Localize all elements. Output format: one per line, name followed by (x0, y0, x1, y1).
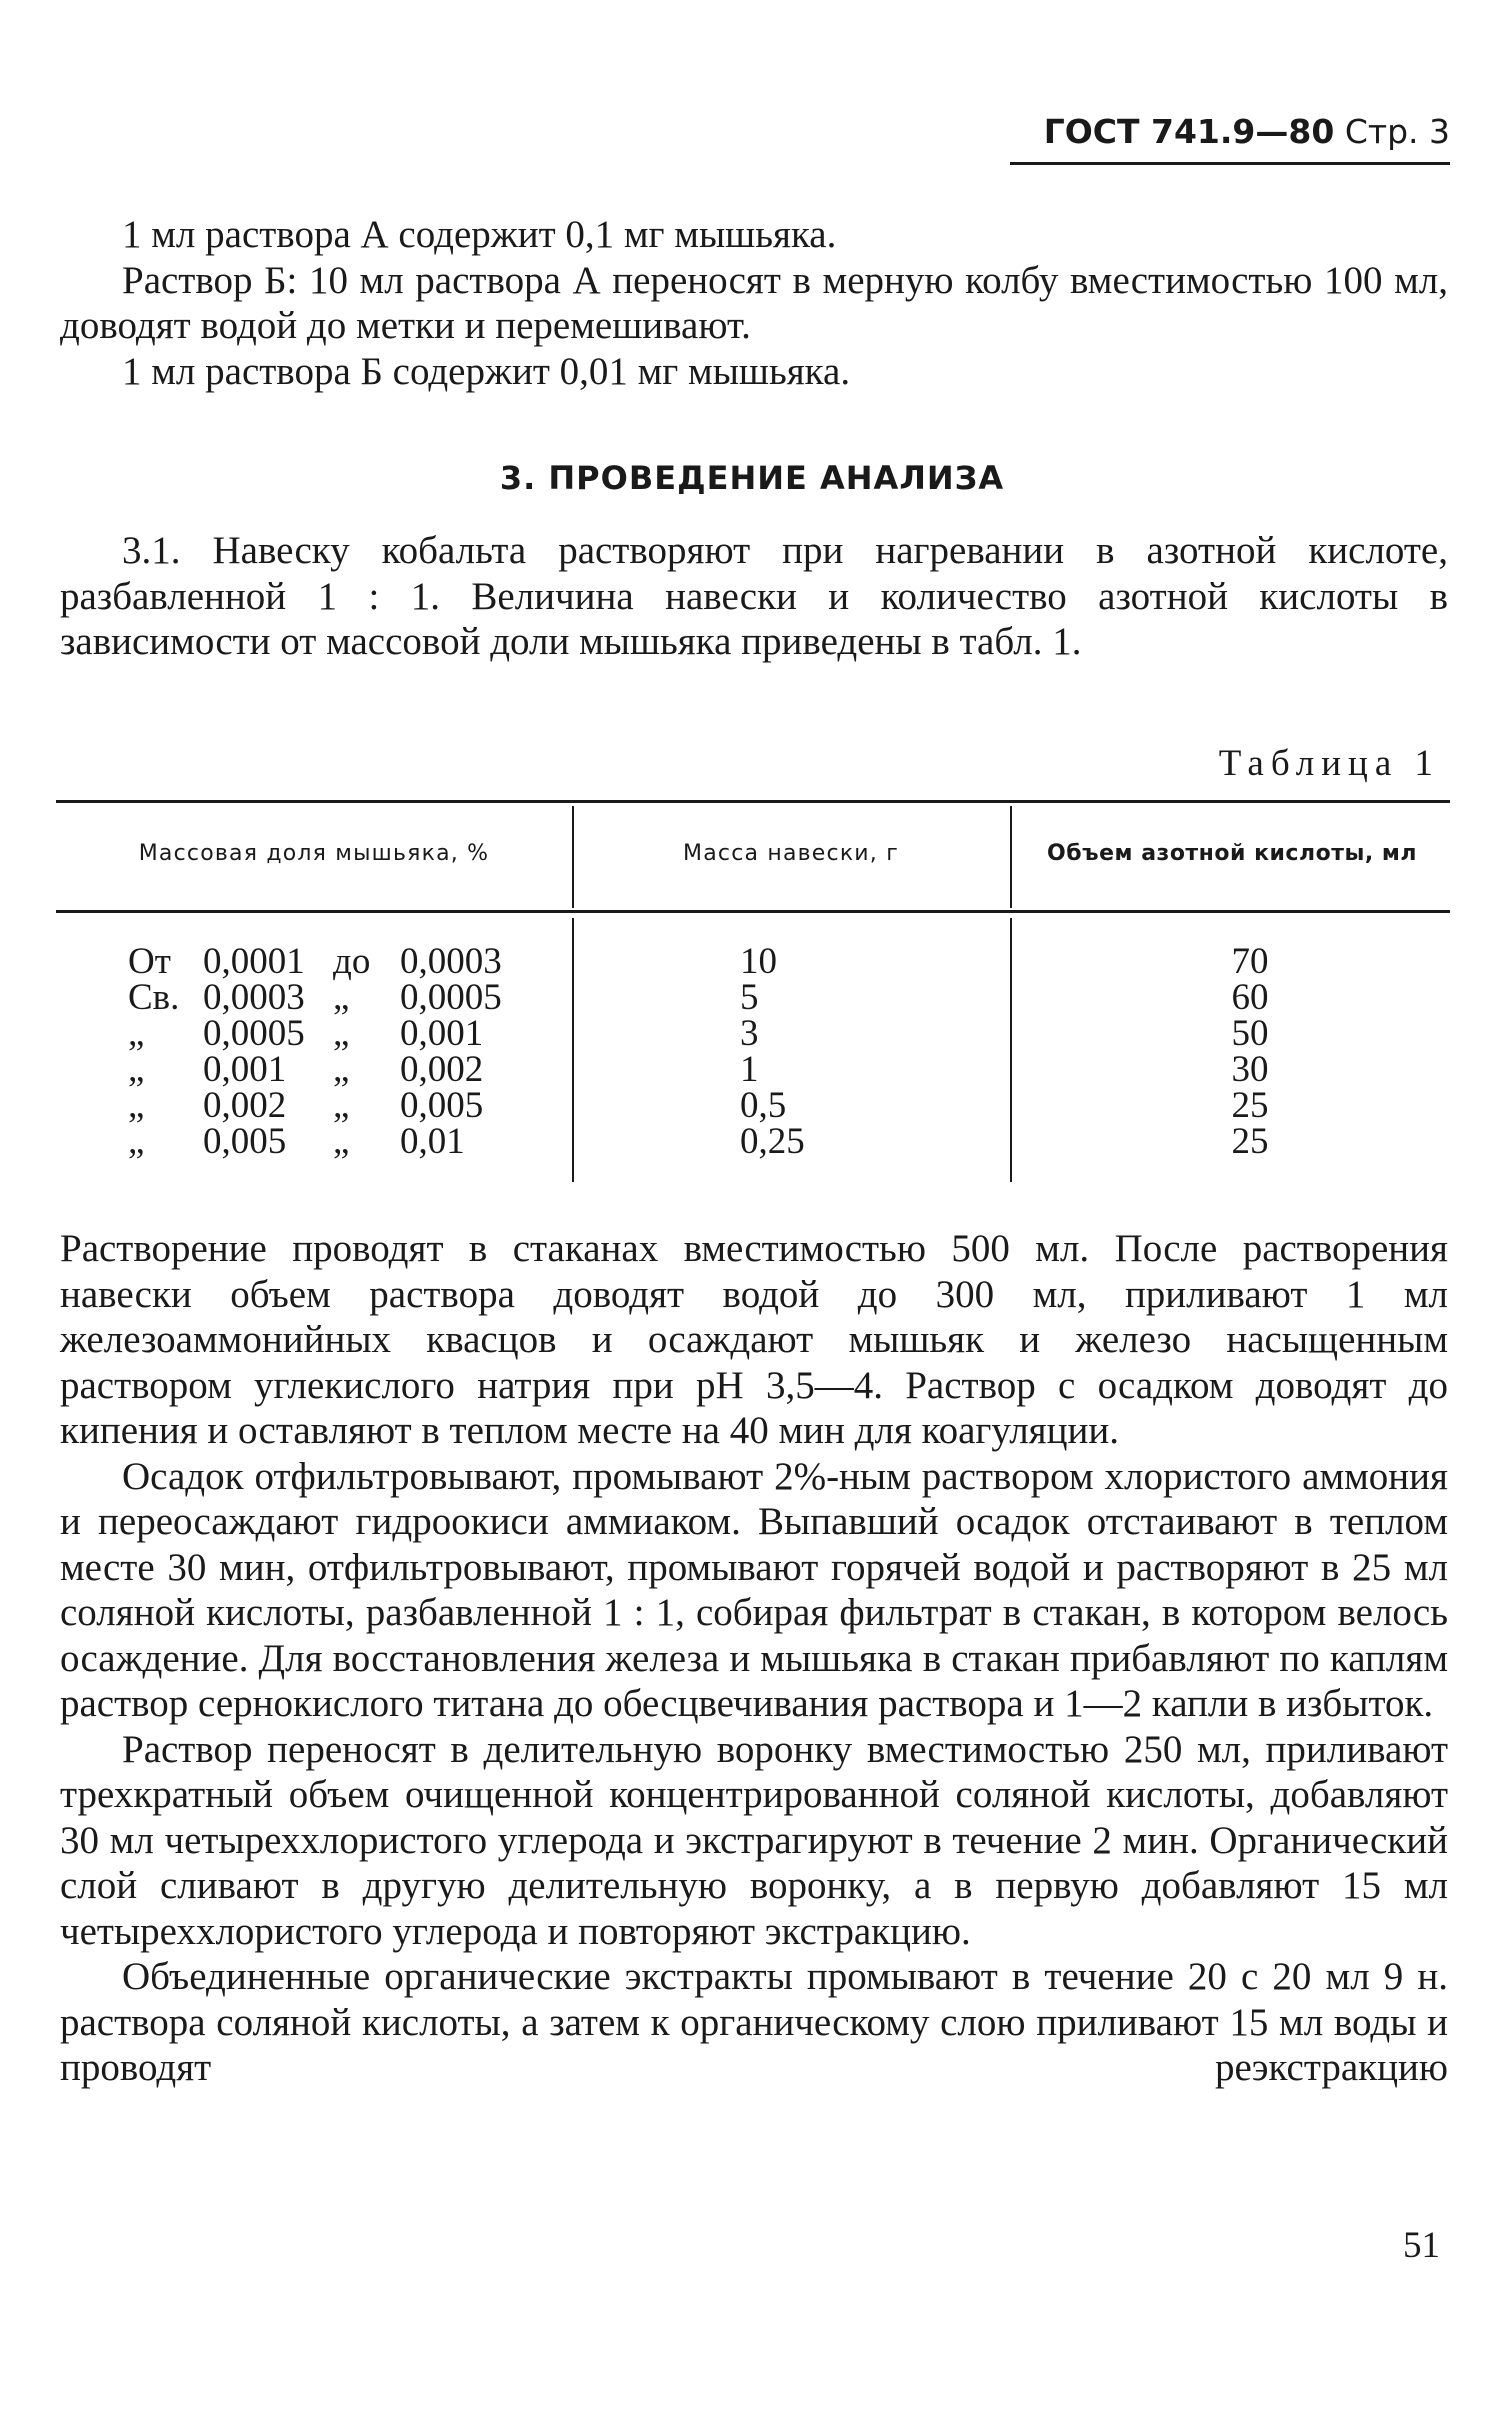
intro-paragraph-1: 1 мл раствора А содержит 0,1 мг мышьяка. (122, 213, 837, 256)
table-row: Св. 0,0003 „ 0,0005 (128, 977, 502, 1018)
table-cell: 0,25 (740, 1121, 805, 1162)
table-column-acid-volume (1190, 941, 1310, 1162)
body-paragraph-1: Растворение проводят в стаканах вместимостью 500 мл. После растворения навески объем раствора доводят водой до 300 мл, приливают 1 мл железоаммонийных квасцов и осаждают мышьяк и железо насыщенным раствором углекислого натрия при pH 3,5—4. Раствор с осадком доводят до кипения и оставляют в теплом месте на 40 мин для коагуляции. (60, 1227, 1448, 1452)
table-divider (1010, 806, 1012, 908)
table-column-sample-mass (740, 941, 1000, 1162)
section-paragraph-1: 3.1. Навеску кобальта растворяют при нагревании в азотной кислоте, разбавленной 1 : 1. Величина навески и количество азотной кислоты в зависимости от массовой доли мышьяка приведены в табл. 1. (60, 529, 1448, 663)
table-cell: 25 (1231, 1085, 1269, 1126)
table-header-acid-volume: Объем азотной кислоты, мл (1047, 841, 1417, 866)
page-number: 51 (1403, 2225, 1440, 2266)
body-paragraph-3: Раствор переносят в делительную воронку вместимостью 250 мл, приливают трехкратный объем очищенной концентрированной соляной кислоты, добавляют 30 мл четыреххлористого углерода и экстрагируют в течение 2 мин. Органический слой сливают в другую делительную воронку, а в первую добавляют 15 мл четыреххлористого углерода и повторяют экстракцию. (60, 1727, 1448, 1953)
table-row: От 0,0001 до 0,0003 (128, 941, 502, 982)
table-divider (572, 918, 574, 1182)
table-cell: 3 (740, 1013, 759, 1054)
table-divider (1010, 918, 1012, 1182)
body-text (60, 1226, 1448, 2091)
table-row: „ 0,0005 „ 0,001 (128, 1013, 484, 1054)
table-header-mass-fraction: Массовая доля мышьяка, % (138, 841, 490, 866)
body-paragraph-4: Объединенные органические экстракты промывают в течение 20 с 20 мл 9 н. раствора соляной кислоты, а затем к органическому слою приливают 15 мл воды и проводят реэкстракцию (60, 1955, 1448, 2089)
table-column-mass-fraction (128, 941, 568, 1162)
table-row: „ 0,001 „ 0,002 (128, 1049, 484, 1090)
table-row: „ 0,002 „ 0,005 (128, 1085, 484, 1126)
section-heading: 3. ПРОВЕДЕНИЕ АНАЛИЗА (499, 459, 1005, 497)
table-cell: 30 (1231, 1049, 1269, 1090)
section-intro (60, 528, 1448, 665)
intro-block (60, 212, 1448, 394)
body-paragraph-2: Осадок отфильтровывают, промывают 2%-ным раствором хлористого аммония и переосаждают гидроокиси аммиаком. Выпавший осадок отстаивают в теплом месте 30 мин, отфильтровывают, промывают горячей водой и растворяют в 25 мл соляной кислоты, разбавленной 1 : 1, собирая фильтрат в стакан, в котором велось осаждение. Для восстановления железа и мышьяка в стакан прибавляют по каплям раствор сернокислого титана до обесцвечивания раствора и 1—2 капли в избыток. (60, 1454, 1448, 1725)
running-header (1010, 112, 1450, 152)
table-caption: Таблица 1 (1218, 743, 1440, 784)
table-cell: 70 (1231, 941, 1269, 982)
table-cell: 0,5 (740, 1085, 787, 1126)
table-cell: 10 (740, 941, 777, 982)
table-cell: 50 (1231, 1013, 1269, 1054)
table-cell: 1 (740, 1049, 759, 1090)
table-cell: 60 (1231, 977, 1269, 1018)
page-label: Стр. 3 (1344, 112, 1450, 151)
table-row: „ 0,005 „ 0,01 (128, 1121, 465, 1162)
intro-paragraph-3: 1 мл раствора Б содержит 0,01 мг мышьяка. (122, 349, 851, 393)
table-header-rule (56, 910, 1450, 913)
intro-paragraph-2: Раствор Б: 10 мл раствора А переносят в мерную колбу вместимостью 100 мл, доводят водой до метки и перемешивают. (60, 258, 1448, 347)
standard-number: ГОСТ 741.9—80 (1043, 112, 1335, 151)
header-rule (1010, 162, 1450, 165)
table-cell: 5 (740, 977, 759, 1018)
table-top-rule (56, 800, 1450, 803)
table-header-sample-mass: Масса навески, г (683, 841, 899, 866)
table-cell: 25 (1231, 1121, 1269, 1162)
table-divider (572, 806, 574, 908)
